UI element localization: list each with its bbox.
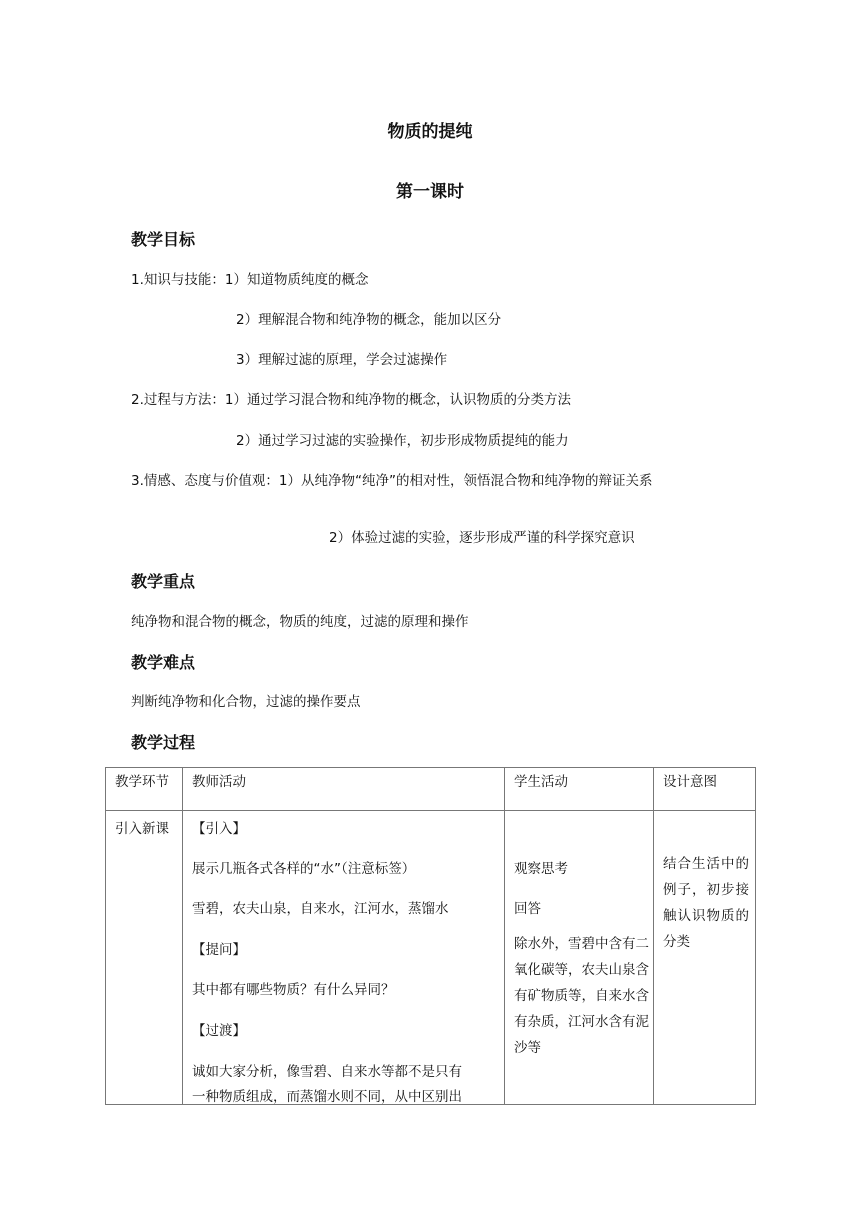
difficulties-text: 判断纯净物和化合物，过滤的操作要点 — [131, 694, 361, 710]
cell-student — [505, 811, 654, 1105]
objective-line: 2）体验过滤的实验，逐步形成严谨的科学探究意识 — [329, 530, 635, 546]
cell-stage — [106, 811, 183, 1105]
teacher-line: 诚如大家分析，像雪碧、自来水等都不是只有 — [192, 1064, 462, 1080]
document-subtitle: 第一课时 — [396, 182, 464, 202]
key-points-heading: 教学重点 — [131, 572, 196, 591]
process-heading: 教学过程 — [131, 733, 196, 752]
cell-teacher — [183, 811, 505, 1105]
header-teacher: 教师活动 — [183, 768, 505, 811]
key-points-text: 纯净物和混合物的概念，物质的纯度，过滤的原理和操作 — [131, 614, 469, 630]
student-line: 观察思考 — [514, 861, 568, 877]
stage-text: 引入新课 — [115, 821, 169, 837]
table-row — [106, 811, 756, 1105]
teacher-line: 展示几瓶各式各样的“水”（注意标签） — [192, 861, 416, 877]
document-title: 物质的提纯 — [387, 122, 473, 142]
teacher-line: 一种物质组成，而蒸馏水则不同，从中区别出 — [192, 1089, 462, 1105]
student-line: 回答 — [514, 901, 541, 917]
header-stage: 教学环节 — [106, 768, 183, 811]
objective-line: 2）理解混合物和纯净物的概念，能加以区分 — [236, 312, 502, 328]
difficulties-heading: 教学难点 — [131, 653, 196, 672]
intent-text: 结合生活中的例子，初步接触认识物质的分类 — [663, 856, 749, 950]
teacher-line: 【过渡】 — [192, 1023, 246, 1039]
header-student: 学生活动 — [505, 768, 654, 811]
process-table — [105, 767, 756, 1105]
table-header-row — [106, 768, 756, 811]
teacher-line: 雪碧，农夫山泉，自来水，江河水，蒸馏水 — [192, 901, 449, 917]
cell-intent — [654, 811, 756, 1105]
objective-line: 2.过程与方法：1）通过学习混合物和纯净物的概念，认识物质的分类方法 — [131, 392, 571, 408]
header-intent: 设计意图 — [654, 768, 756, 811]
objective-line: 3.情感、态度与价值观：1）从纯净物“纯净”的相对性，领悟混合物和纯净物的辩证关系 — [131, 473, 653, 489]
objective-line: 1.知识与技能：1）知道物质纯度的概念 — [131, 272, 369, 288]
student-answer: 除水外，雪碧中含有二氧化碳等，农夫山泉含有矿物质等，自来水含有杂质，江河水含有泥沙等 — [514, 936, 649, 1056]
teacher-line: 其中都有哪些物质？有什么异同？ — [192, 982, 395, 998]
objective-line: 3）理解过滤的原理，学会过滤操作 — [236, 352, 448, 368]
objective-line: 2）通过学习过滤的实验操作，初步形成物质提纯的能力 — [236, 433, 569, 449]
teacher-line: 【提问】 — [192, 942, 246, 958]
teacher-line: 【引入】 — [192, 821, 246, 837]
objectives-heading: 教学目标 — [131, 230, 196, 249]
